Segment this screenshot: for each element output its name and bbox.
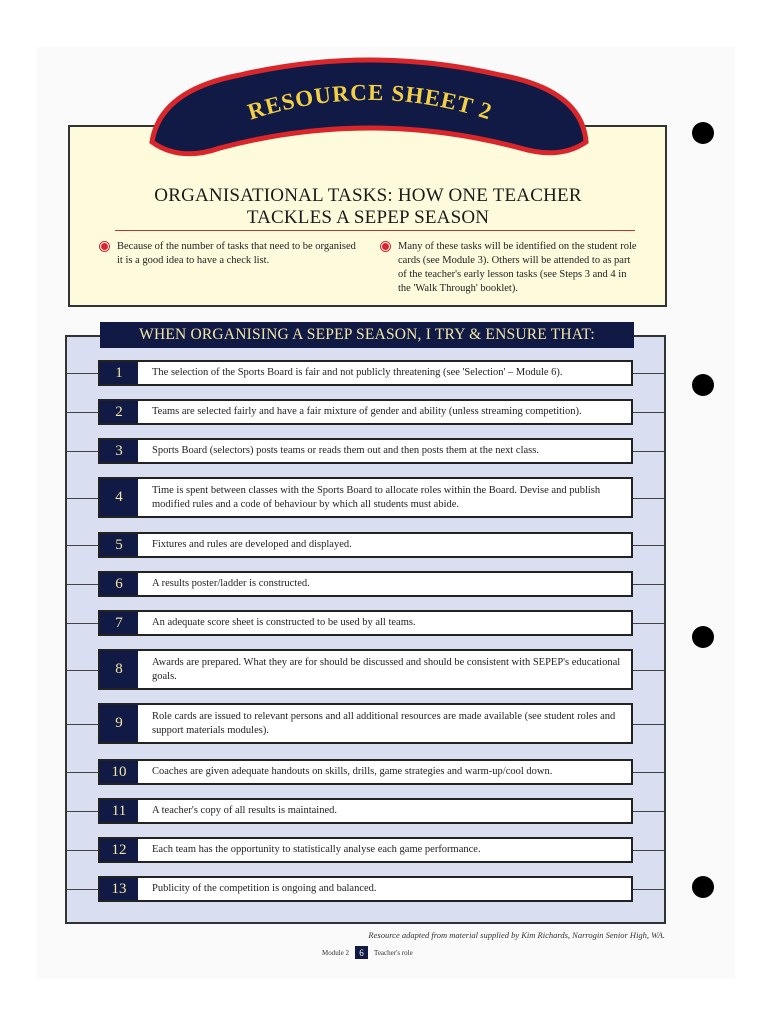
checklist-item — [98, 759, 633, 785]
divider — [115, 230, 635, 231]
row-tick — [633, 451, 664, 452]
row-tick — [633, 584, 664, 585]
checklist-item — [98, 360, 633, 386]
credit-note: Resource adapted from material supplied by Kim Richards, Narrogin Senior High, WA. — [368, 930, 665, 940]
item-text: An adequate score sheet is constructed to be used by all teams. — [152, 617, 416, 628]
item-text: Publicity of the competition is ongoing and balanced. — [152, 883, 377, 894]
row-tick — [67, 623, 98, 624]
item-number: 2 — [100, 401, 138, 423]
checklist-item — [98, 477, 633, 518]
row-tick — [633, 545, 664, 546]
row-tick — [67, 412, 98, 413]
item-number: 5 — [100, 534, 138, 556]
item-number: 3 — [100, 440, 138, 462]
item-text: Sports Board (selectors) posts teams or reads them out and then posts them at the next class. — [152, 445, 539, 456]
row-tick — [67, 889, 98, 890]
item-text: A results poster/ladder is constructed. — [152, 578, 310, 589]
item-number: 11 — [100, 800, 138, 822]
checklist-item — [98, 837, 633, 863]
row-tick — [67, 451, 98, 452]
row-tick — [633, 373, 664, 374]
checklist-item — [98, 649, 633, 690]
checklist-item — [98, 399, 633, 425]
row-tick — [633, 623, 664, 624]
item-number: 1 — [100, 362, 138, 384]
row-tick — [67, 373, 98, 374]
bullet-text: Many of these tasks will be identified on the student role cards (see Module 3). Others will be attended to as part of the teacher's early lesson tasks (see Steps 3 and 4 in the 'Walk Through' booklet). — [398, 241, 637, 294]
page-footer — [322, 946, 413, 959]
item-number: 10 — [100, 761, 138, 783]
item-number: 6 — [100, 573, 138, 595]
item-number: 8 — [100, 651, 138, 688]
checklist-item — [98, 610, 633, 636]
item-text: Each team has the opportunity to statistically analyse each game performance. — [152, 844, 481, 855]
checklist-item — [98, 798, 633, 824]
item-text: Role cards are issued to relevant persons and all additional resources are made available (see student roles and support materials modules). — [152, 710, 616, 736]
row-tick — [67, 772, 98, 773]
row-tick — [633, 498, 664, 499]
item-number: 9 — [100, 705, 138, 742]
item-number: 13 — [100, 878, 138, 900]
subtitle-line: ORGANISATIONAL TASKS: HOW ONE TEACHER — [154, 185, 582, 206]
row-tick — [67, 811, 98, 812]
checklist-item — [98, 876, 633, 902]
checklist-item — [98, 438, 633, 464]
item-text: Fixtures and rules are developed and displayed. — [152, 539, 352, 550]
row-tick — [67, 545, 98, 546]
row-tick — [633, 850, 664, 851]
checklist-item — [98, 703, 633, 744]
banner-title: RESOURCE SHEET 2 — [244, 79, 496, 125]
row-tick — [633, 412, 664, 413]
binder-hole — [692, 626, 714, 648]
checklist-item — [98, 532, 633, 558]
binder-hole — [692, 374, 714, 396]
page-number: 6 — [355, 946, 368, 959]
row-tick — [633, 889, 664, 890]
row-tick — [67, 584, 98, 585]
item-text: Awards are prepared. What they are for should be discussed and should be consistent with SEPEP's educational goals. — [152, 656, 621, 682]
item-number: 7 — [100, 612, 138, 634]
subtitle-line: TACKLES A SEPEP SEASON — [246, 207, 490, 228]
item-text: The selection of the Sports Board is fair and not publicly threatening (see 'Selection' – Module 6). — [152, 367, 563, 378]
title-banner — [0, 0, 768, 180]
bullet-icon — [381, 242, 390, 251]
item-text: Teams are selected fairly and have a fair mixture of gender and ability (unless streaming competition). — [152, 406, 582, 417]
item-number: 12 — [100, 839, 138, 861]
item-number: 4 — [100, 479, 138, 516]
row-tick — [67, 850, 98, 851]
row-tick — [633, 811, 664, 812]
checklist-item — [98, 571, 633, 597]
binder-hole — [692, 876, 714, 898]
row-tick — [633, 670, 664, 671]
row-tick — [67, 724, 98, 725]
row-tick — [633, 772, 664, 773]
item-text: Time is spent between classes with the Sports Board to allocate roles within the Board. Devise and publish modified rules and a code of behaviour by which all students must abide. — [152, 484, 601, 510]
item-text: Coaches are given adequate handouts on skills, drills, game strategies and warm-up/cool down. — [152, 766, 553, 777]
row-tick — [633, 724, 664, 725]
bullet-text: Because of the number of tasks that need to be organised it is a good idea to have a check list. — [117, 241, 356, 266]
row-tick — [67, 670, 98, 671]
footer-section: Teacher's role — [374, 948, 413, 957]
page-subtitle — [100, 185, 636, 229]
item-text: A teacher's copy of all results is maintained. — [152, 805, 338, 816]
row-tick — [67, 498, 98, 499]
footer-module: Module 2 — [322, 948, 350, 957]
checklist-header: WHEN ORGANISING A SEPEP SEASON, I TRY & ENSURE THAT: — [100, 322, 634, 348]
bullet-icon — [100, 242, 109, 251]
